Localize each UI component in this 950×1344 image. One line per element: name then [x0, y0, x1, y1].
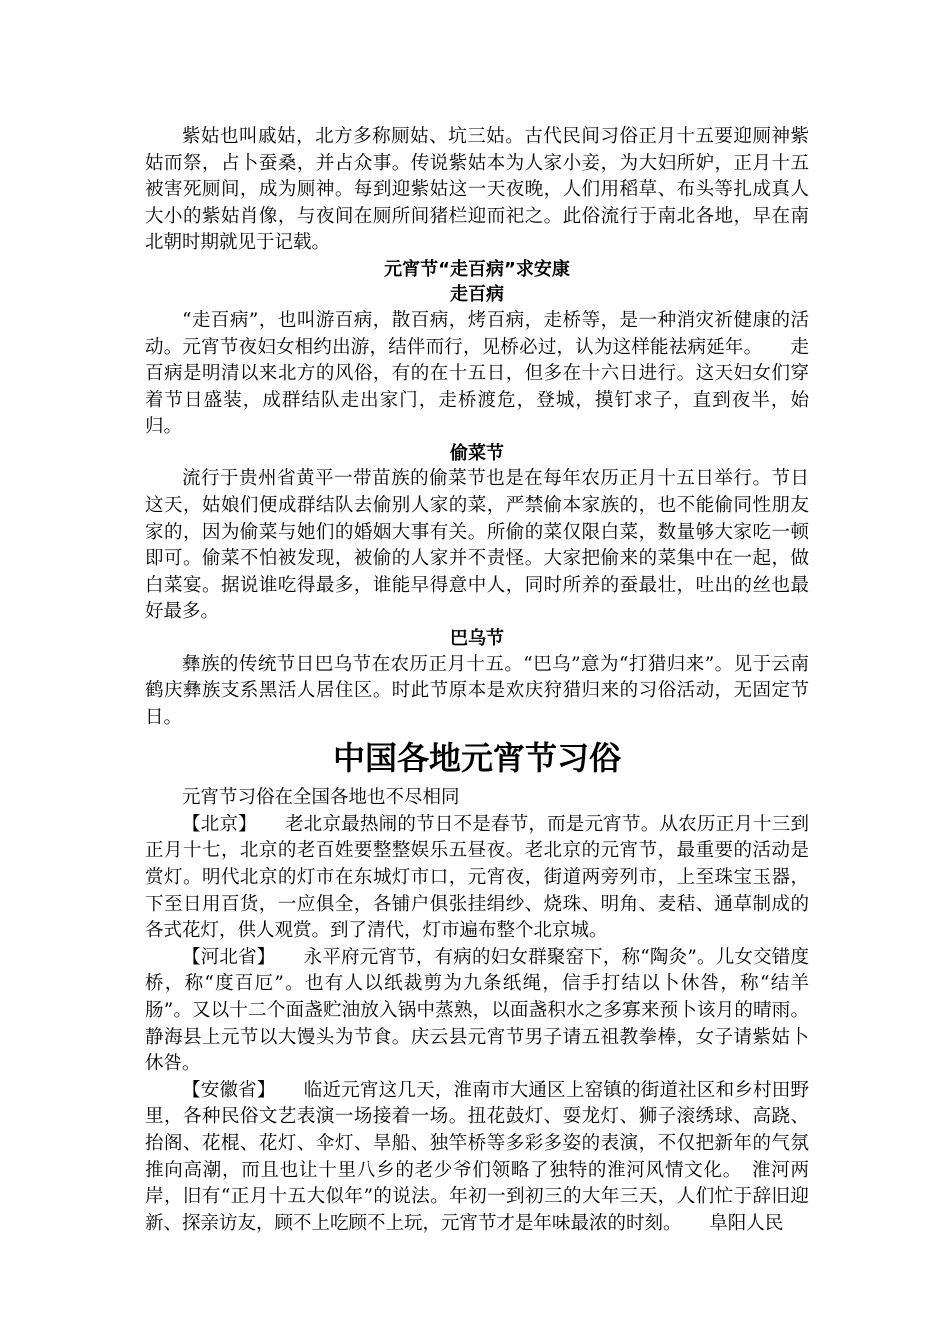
- heading-zoubaibing-anking: 元宵节“走百病”求安康: [384, 258, 570, 280]
- paragraph-toucaijie: 流行于贵州省黄平一带苗族的偷菜节也是在每年农历正月十五日举行。节日这天，姑娘们便成群结队去偷别人家的菜，严禁偷本家族的，也不能偷同性朋友家的，因为偷菜与她们的婚姻大事有关。所偷的菜仅限白菜，数量够大家吃一顿即可。偷菜不怕被发现，被偷的人家并不责怪。大家把偷来的菜集中在一起，做白菜宴。据说谁吃得最多，谁能早得意中人，同时所养的蚕最壮，吐出的丝也最好最多。: [145, 468, 809, 623]
- paragraph-anhui: 【安徽省】 临近元宵这几天，淮南市大通区上窑镇的街道社区和乡村田野里，各种民俗文艺表演一场接着一场。扭花鼓灯、耍龙灯、狮子滚绣球、高跷、抬阁、花棍、花灯、伞灯、旱船、独竿桥等多彩多姿的表演，不仅把新年的气氛推向高潮，而且也让十里八乡的老少爷们领略了独特的淮河风情文化。 淮河两岸，旧有“正月十五大似年”的说法。年初一到初三的大年三天，人们忙于辞旧迎新、探亲访友，顾不上吃顾不上玩，元宵节才是年味最浓的时刻。 阜阳人民: [145, 1079, 809, 1234]
- paragraph-zoubaibing: “走百病”，也叫游百病，散百病，烤百病，走桥等，是一种消灾祈健康的活动。元宵节夜妇女相约出游，结伴而行，见桥必过，认为这样能祛病延年。 走百病是明清以来北方的风俗，有的在十五日，但多在十六日进行。这天妇女们穿着节日盛装，成群结队走出家门，走桥渡危，登城，摸钉求子，直到夜半，始归。: [145, 309, 809, 438]
- heading-bawujie: 巴乌节: [450, 628, 504, 649]
- lead-line: 元宵节习俗在全国各地也不尽相同: [182, 787, 460, 809]
- section-title: 中国各地元宵节习俗: [332, 739, 621, 778]
- document-page: [145, 124, 809, 1237]
- paragraph-beijing: 【北京】 老北京最热闹的节日不是春节，而是元宵节。从农历正月十三到正月十七，北京的老百姓要整整娱乐五昼夜。老北京的元宵节，最重要的活动是赏灯。明代北京的灯市在东城灯市口，元宵夜，街道两旁列市，上至珠宝玉器，下至日用百货，一应俱全，各铺户俱张挂绢纱、烧珠、明角、麦秸、通草制成的各式花灯，供人观赏。到了清代，灯市遍布整个北京城。: [145, 813, 809, 942]
- heading-toucaijie: 偷菜节: [450, 442, 504, 464]
- paragraph-zigu: 紫姑也叫戚姑，北方多称厕姑、坑三姑。古代民间习俗正月十五要迎厕神紫姑而祭，占卜蚕桑，并占众事。传说紫姑本为人家小妾，为大妇所妒，正月十五被害死厕间，成为厕神。每到迎紫姑这一天夜晚，人们用稻草、布头等扎成真人大小的紫姑肖像，与夜间在厕所间猪栏迎而祀之。此俗流行于南北各地，早在南北朝时期就见于记载。: [145, 126, 809, 254]
- paragraph-bawujie: 彝族的传统节日巴乌节在农历正月十五。“巴乌”意为“打猎归来”。见于云南鹤庆彝族支系黑活人居住区。时此节原本是欢庆狩猎归来的习俗活动，无固定节日。: [145, 653, 809, 728]
- heading-zoubaibing: 走百病: [450, 284, 504, 306]
- paragraph-hebei: 【河北省】 永平府元宵节，有病的妇女群聚窑下，称“陶灸”。儿女交错度桥，称“度百厄”。也有人以纸裁剪为九条纸绳，信手打结以卜休咎，称“结羊肠”。又以十二个面盏贮油放入锅中蒸熟，以面盏积水之多寡来预卜该月的晴雨。静海县上元节以大馒头为节食。庆云县元宵节男子请五祖教拳棒，女子请紫姑卜休咎。: [145, 946, 809, 1075]
